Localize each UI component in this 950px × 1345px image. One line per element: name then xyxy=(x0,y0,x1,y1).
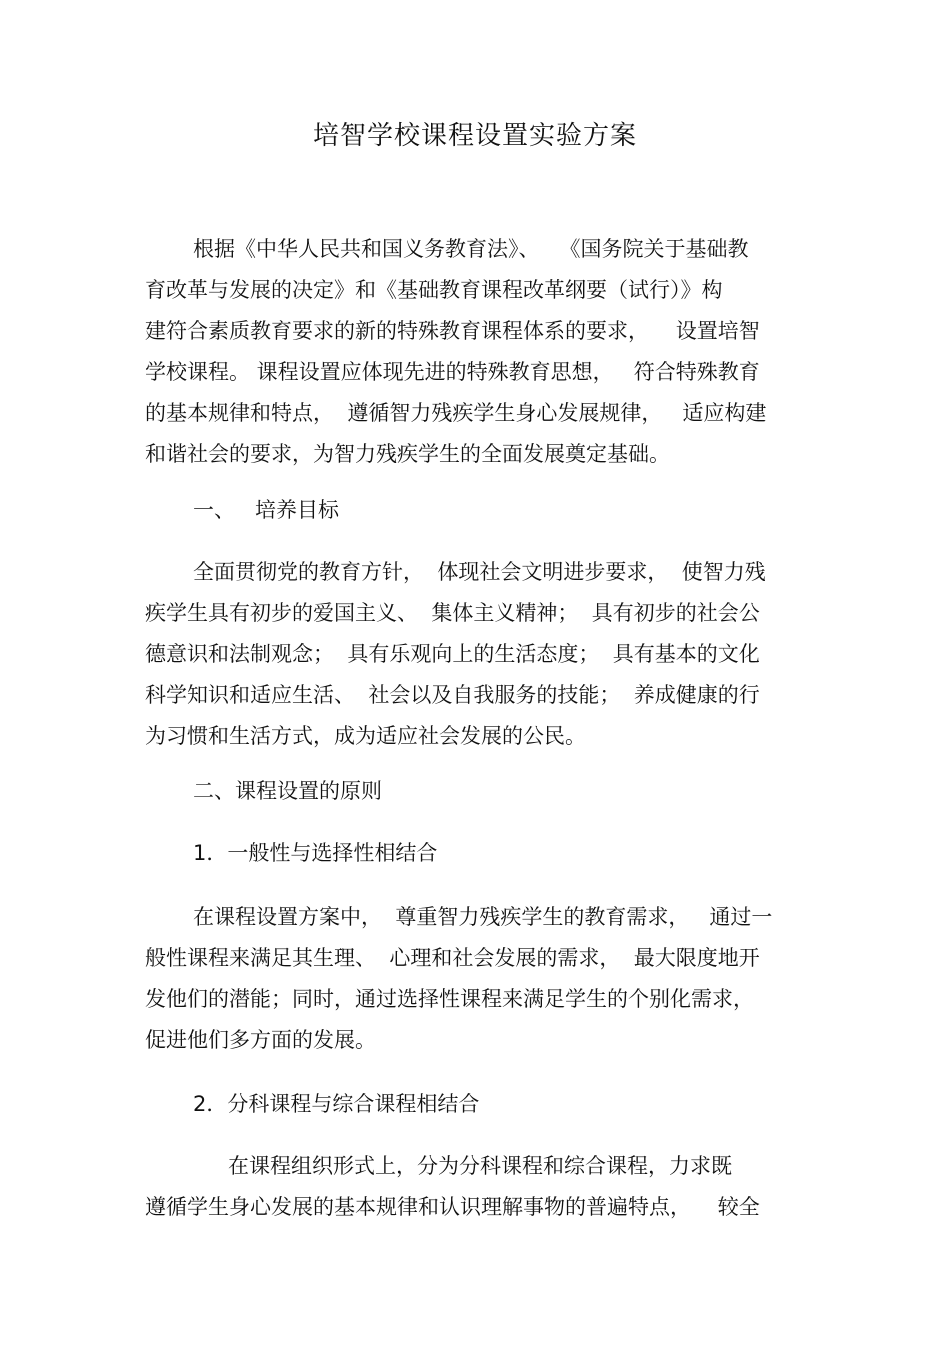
subsection-heading: 2．分科课程与综合课程相结合 xyxy=(193,1092,480,1116)
paragraph-line: 发他们的潜能；同时，通过选择性课程来满足学生的个别化需求， xyxy=(145,987,754,1011)
paragraph-line: 根据《中华人民共和国义务教育法》、 《国务院关于基础教 xyxy=(193,237,749,261)
paragraph-line: 和谐社会的要求，为智力残疾学生的全面发展奠定基础。 xyxy=(145,442,670,466)
paragraph-line: 遵循学生身心发展的基本规律和认识理解事物的普遍特点， 较全 xyxy=(145,1195,760,1219)
paragraph-line: 德意识和法制观念； 具有乐观向上的生活态度； 具有基本的文化 xyxy=(145,642,760,666)
paragraph-line: 疾学生具有初步的爱国主义、 集体主义精神； 具有初步的社会公 xyxy=(145,601,760,625)
paragraph-line: 的基本规律和特点， 遵循智力残疾学生身心发展规律， 适应构建 xyxy=(145,401,767,425)
subsection-heading: 1．一般性与选择性相结合 xyxy=(193,841,438,865)
section-heading: 一、 培养目标 xyxy=(193,498,340,522)
paragraph-line: 在课程组织形式上，分为分科课程和综合课程，力求既 xyxy=(228,1154,732,1178)
paragraph-line: 为习惯和生活方式，成为适应社会发展的公民。 xyxy=(145,724,586,748)
paragraph-line: 促进他们多方面的发展。 xyxy=(145,1028,376,1052)
paragraph-line: 建符合素质教育要求的新的特殊教育课程体系的要求， 设置培智 xyxy=(145,319,760,343)
paragraph-line: 育改革与发展的决定》和《基础教育课程改革纲要（试行）》构 xyxy=(145,278,723,302)
document-title: 培智学校课程设置实验方案 xyxy=(312,121,637,151)
paragraph-line: 在课程设置方案中， 尊重智力残疾学生的教育需求， 通过一 xyxy=(193,905,773,929)
paragraph-line: 般性课程来满足其生理、 心理和社会发展的需求， 最大限度地开 xyxy=(145,946,760,970)
paragraph-line: 学校课程。 课程设置应体现先进的特殊教育思想， 符合特殊教育 xyxy=(145,360,760,384)
section-heading: 二、课程设置的原则 xyxy=(193,779,382,803)
paragraph-line: 科学知识和适应生活、 社会以及自我服务的技能； 养成健康的行 xyxy=(145,683,760,707)
paragraph-line: 全面贯彻党的教育方针， 体现社会文明进步要求， 使智力残 xyxy=(193,560,766,584)
